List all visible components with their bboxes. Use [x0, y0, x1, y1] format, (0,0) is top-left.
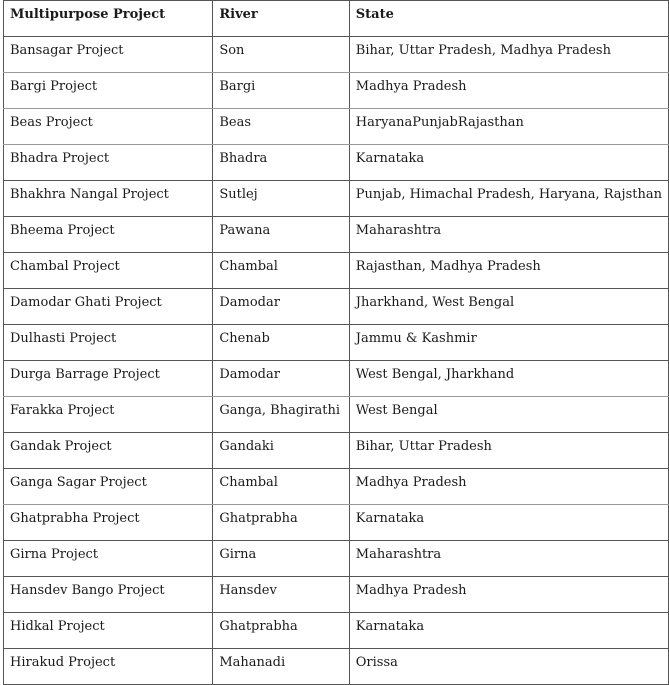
cell-state: Karnataka: [349, 145, 668, 181]
cell-project: Bargi Project: [4, 73, 213, 109]
table-row: [4, 289, 669, 325]
cell-state: Madhya Pradesh: [349, 577, 668, 613]
cell-project: Dulhasti Project: [4, 325, 213, 361]
cell-river: Damodar: [213, 361, 349, 397]
cell-river: Beas: [213, 109, 349, 145]
header-state: State: [349, 1, 668, 37]
cell-state: Orissa: [349, 649, 668, 685]
cell-project: Chambal Project: [4, 253, 213, 289]
cell-state: Jammu & Kashmir: [349, 325, 668, 361]
cell-state: West Bengal, Jharkhand: [349, 361, 668, 397]
cell-river: Mahanadi: [213, 649, 349, 685]
table-body: [4, 37, 669, 685]
cell-river: Chenab: [213, 325, 349, 361]
table-row: [4, 541, 669, 577]
cell-state: West Bengal: [349, 397, 668, 433]
cell-river: Ganga, Bhagirathi: [213, 397, 349, 433]
header-river: River: [213, 1, 349, 37]
cell-project: Damodar Ghati Project: [4, 289, 213, 325]
cell-river: Damodar: [213, 289, 349, 325]
table-row: [4, 433, 669, 469]
cell-project: Bheema Project: [4, 217, 213, 253]
cell-river: Hansdev: [213, 577, 349, 613]
table-row: [4, 145, 669, 181]
cell-project: Bhadra Project: [4, 145, 213, 181]
cell-project: Girna Project: [4, 541, 213, 577]
cell-river: Bargi: [213, 73, 349, 109]
cell-state: Karnataka: [349, 505, 668, 541]
cell-project: Farakka Project: [4, 397, 213, 433]
table-row: [4, 253, 669, 289]
cell-project: Bansagar Project: [4, 37, 213, 73]
table-row: [4, 37, 669, 73]
table-row: [4, 73, 669, 109]
cell-state: Madhya Pradesh: [349, 73, 668, 109]
table-row: [4, 397, 669, 433]
projects-table: [3, 0, 669, 685]
cell-project: Gandak Project: [4, 433, 213, 469]
cell-state: HaryanaPunjabRajasthan: [349, 109, 668, 145]
table-row: [4, 649, 669, 685]
cell-river: Chambal: [213, 253, 349, 289]
cell-river: Ghatprabha: [213, 505, 349, 541]
header-project: Multipurpose Project: [4, 1, 213, 37]
cell-state: Karnataka: [349, 613, 668, 649]
table-row: [4, 613, 669, 649]
table-row: [4, 217, 669, 253]
cell-river: Pawana: [213, 217, 349, 253]
cell-state: Punjab, Himachal Pradesh, Haryana, Rajsthan: [349, 181, 668, 217]
cell-project: Bhakhra Nangal Project: [4, 181, 213, 217]
cell-state: Jharkhand, West Bengal: [349, 289, 668, 325]
cell-project: Hidkal Project: [4, 613, 213, 649]
cell-state: Bihar, Uttar Pradesh: [349, 433, 668, 469]
table-row: [4, 469, 669, 505]
table-row: [4, 325, 669, 361]
cell-project: Durga Barrage Project: [4, 361, 213, 397]
table-row: [4, 505, 669, 541]
cell-river: Son: [213, 37, 349, 73]
table-row: [4, 577, 669, 613]
table-row: [4, 361, 669, 397]
cell-river: Girna: [213, 541, 349, 577]
cell-state: Maharashtra: [349, 217, 668, 253]
cell-state: Madhya Pradesh: [349, 469, 668, 505]
header-row: [4, 1, 669, 37]
cell-river: Gandaki: [213, 433, 349, 469]
cell-river: Ghatprabha: [213, 613, 349, 649]
table-row: [4, 109, 669, 145]
cell-river: Bhadra: [213, 145, 349, 181]
cell-project: Beas Project: [4, 109, 213, 145]
cell-state: Maharashtra: [349, 541, 668, 577]
cell-state: Bihar, Uttar Pradesh, Madhya Pradesh: [349, 37, 668, 73]
cell-state: Rajasthan, Madhya Pradesh: [349, 253, 668, 289]
cell-project: Ghatprabha Project: [4, 505, 213, 541]
cell-river: Chambal: [213, 469, 349, 505]
table-row: [4, 181, 669, 217]
cell-project: Ganga Sagar Project: [4, 469, 213, 505]
cell-project: Hirakud Project: [4, 649, 213, 685]
cell-project: Hansdev Bango Project: [4, 577, 213, 613]
cell-river: Sutlej: [213, 181, 349, 217]
